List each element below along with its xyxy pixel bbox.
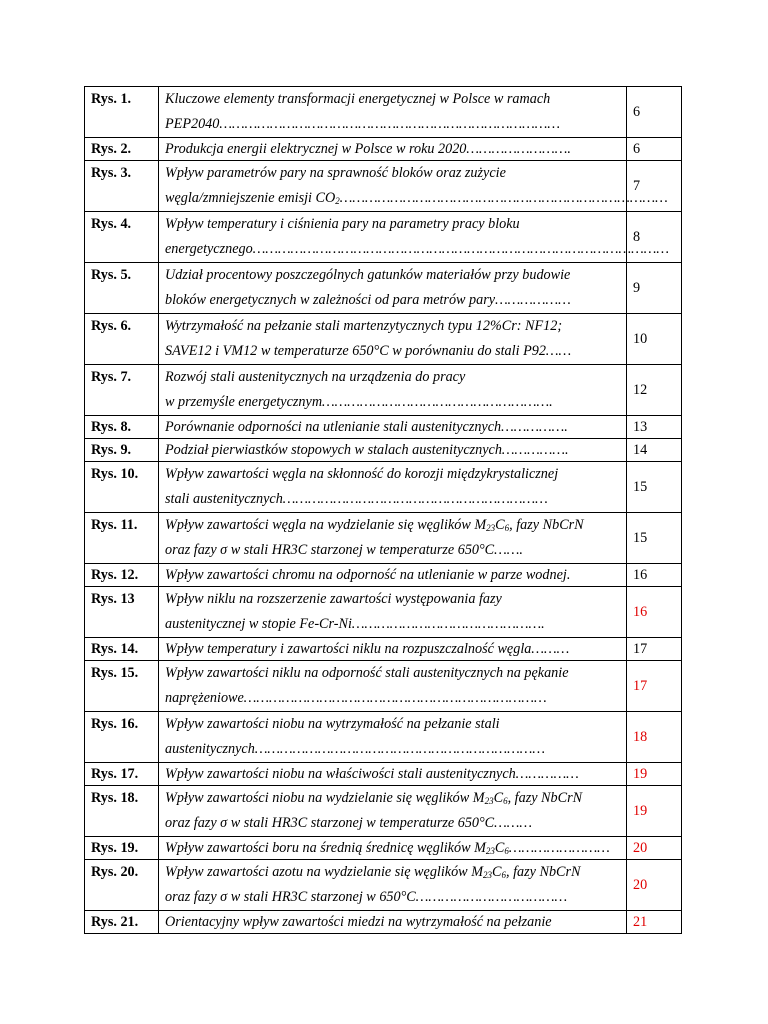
- figure-row: [85, 786, 682, 837]
- figure-title: [159, 161, 668, 212]
- page-number: 6: [627, 138, 682, 161]
- figure-title-line: Wpływ zawartości niobu na wytrzymałość na pełzanie stali: [165, 716, 500, 732]
- figure-row: [85, 314, 682, 365]
- figure-title-line: naprężeniowe………………………………………………………………: [165, 690, 547, 706]
- page-number: 16: [627, 587, 682, 638]
- page-number: 17: [627, 638, 682, 661]
- figure-row: [85, 564, 682, 587]
- figure-title-line: Wpływ zawartości węgla na skłonność do korozji międzykrystalicznej: [165, 466, 559, 482]
- figure-title-line: Wpływ niklu na rozszerzenie zawartości występowania fazy: [165, 591, 502, 607]
- page-number: 9: [627, 263, 682, 314]
- figure-title: [159, 911, 627, 934]
- figure-list-table: [84, 86, 682, 934]
- figure-title: [159, 837, 627, 860]
- page-number: 19: [627, 763, 682, 786]
- figure-title-line: Wpływ zawartości niobu na wydzielanie się węglików $M_{23}C_6$, fazy NbCrN: [165, 790, 583, 806]
- figure-title: [159, 212, 670, 263]
- figure-title: [159, 763, 627, 786]
- page-number: 20: [627, 860, 682, 911]
- page-number: 17: [627, 661, 682, 712]
- figure-title-line: w przemyśle energetycznym……………………………………………….: [165, 394, 553, 410]
- page-number: 19: [627, 786, 682, 837]
- figure-title-line: bloków energetycznych w zależności od para metrów pary………………: [165, 292, 571, 308]
- figure-title: [159, 564, 627, 587]
- page-number: 8: [627, 212, 682, 263]
- figure-title-line: SAVE12 i VM12 w temperaturze 650°C w porównaniu do stali P92……: [165, 343, 572, 359]
- figure-title-line: Wpływ zawartości boru na średnią średnicę węglików $M_{23}C_6\dots\dots\dots\dots\dots\dots\dots\dots$: [165, 840, 610, 856]
- figure-row: [85, 587, 682, 638]
- figure-row: [85, 87, 682, 138]
- page-number: 10: [627, 314, 682, 365]
- figure-row: [85, 439, 682, 462]
- figure-title: [159, 416, 627, 439]
- figure-title-line: Wpływ temperatury i zawartości niklu na rozpuszczalność węgla………: [165, 641, 570, 657]
- figure-label: Rys. 19.: [85, 837, 159, 860]
- figure-label: Rys. 1.: [85, 87, 159, 138]
- figure-title-line: energetycznego………………………………………………………………………………………: [165, 241, 670, 257]
- figure-title-line: stali austenitycznych………………………………………………………: [165, 491, 548, 507]
- figure-title: [159, 87, 627, 138]
- figure-title: [159, 638, 627, 661]
- figure-label: Rys. 21.: [85, 911, 159, 934]
- figure-label: Rys. 10.: [85, 462, 159, 513]
- figure-title-line: Rozwój stali austenitycznych na urządzenia do pracy: [165, 369, 466, 385]
- figure-row: [85, 837, 682, 860]
- page-number: 13: [627, 416, 682, 439]
- page-number: 21: [627, 911, 682, 934]
- figure-label: Rys. 16.: [85, 712, 159, 763]
- page-number: 6: [627, 87, 682, 138]
- figure-title-line: Wpływ zawartości węgla na wydzielanie się węglików $M_{23}C_6$, fazy NbCrN: [165, 517, 584, 533]
- figure-title-line: oraz fazy σ w stali HR3C starzonej w temperaturze 650°C………: [165, 815, 532, 831]
- figure-row: [85, 911, 682, 934]
- figure-title-line: Wpływ parametrów pary na sprawność bloków oraz zużycie: [165, 165, 506, 181]
- figure-title: [159, 365, 627, 416]
- figure-label: Rys. 6.: [85, 314, 159, 365]
- figure-title-line: Wpływ zawartości niobu na właściwości stali austenitycznych……………: [165, 766, 579, 782]
- figure-title: [159, 587, 627, 638]
- figure-title-line: Udział procentowy poszczególnych gatunków materiałów przy budowie: [165, 267, 571, 283]
- figure-title: [159, 661, 627, 712]
- figure-title-line: oraz fazy σ w stali HR3C starzonej w 650°C………………………………: [165, 889, 568, 905]
- figure-title-line: Porównanie odporności na utlenianie stali austenitycznych…………….: [165, 419, 568, 435]
- figure-row: [85, 365, 682, 416]
- figure-row: [85, 161, 682, 212]
- figure-title-line: Wpływ zawartości niklu na odporność stali austenitycznych na pękanie: [165, 665, 569, 681]
- figure-row: [85, 263, 682, 314]
- figure-title: [159, 314, 627, 365]
- figure-title-line: oraz fazy σ w stali HR3C starzonej w temperaturze 650°C…….: [165, 542, 523, 558]
- figure-title-line: Produkcja energii elektrycznej w Polsce w roku 2020…………………….: [165, 141, 571, 157]
- figure-label: Rys. 13: [85, 587, 159, 638]
- figure-title-line: Wpływ zawartości azotu na wydzielanie się węglików $M_{23}C_6$, fazy NbCrN: [165, 864, 581, 880]
- figure-title-line: Wpływ zawartości chromu na odporność na utlenianie w parze wodnej.: [165, 567, 571, 583]
- page-number: 15: [627, 462, 682, 513]
- figure-label: Rys. 14.: [85, 638, 159, 661]
- figure-title: [159, 439, 627, 462]
- page-number: 16: [627, 564, 682, 587]
- figure-title: [159, 786, 627, 837]
- figure-row: [85, 638, 682, 661]
- figure-title-line: Podział pierwiastków stopowych w stalach austenitycznych…………….: [165, 442, 569, 458]
- figure-row: [85, 763, 682, 786]
- figure-row: [85, 513, 682, 564]
- figure-label: Rys. 4.: [85, 212, 159, 263]
- figure-title-line: Wpływ temperatury i ciśnienia pary na parametry pracy bloku: [165, 216, 520, 232]
- figure-title-line: austenitycznych……………………………………………………………: [165, 741, 545, 757]
- figure-title-line: PEP2040………………………………………………………………………: [165, 116, 560, 132]
- figure-row: [85, 661, 682, 712]
- figure-title-line: Orientacyjny wpływ zawartości miedzi na wytrzymałość na pełzanie: [165, 914, 552, 930]
- figure-row: [85, 138, 682, 161]
- figure-title: [159, 712, 627, 763]
- page-number: 14: [627, 439, 682, 462]
- page-number: 12: [627, 365, 682, 416]
- figure-title-line: Kluczowe elementy transformacji energetycznej w Polsce w ramach: [165, 91, 551, 107]
- page-number: 15: [627, 513, 682, 564]
- figure-label: Rys. 20.: [85, 860, 159, 911]
- figure-title-line: austenitycznej w stopie Fe-Cr-Ni……………………………………….: [165, 616, 545, 632]
- figure-label: Rys. 2.: [85, 138, 159, 161]
- page-number: 18: [627, 712, 682, 763]
- figure-label: Rys. 9.: [85, 439, 159, 462]
- figure-title: [159, 263, 627, 314]
- figure-row: [85, 712, 682, 763]
- figure-label: Rys. 8.: [85, 416, 159, 439]
- figure-title: [159, 138, 627, 161]
- figure-label: Rys. 5.: [85, 263, 159, 314]
- figure-title: [159, 462, 627, 513]
- figure-title: [159, 860, 627, 911]
- figure-list-body: [85, 87, 682, 934]
- figure-label: Rys. 3.: [85, 161, 159, 212]
- page-number: 20: [627, 837, 682, 860]
- figure-label: Rys. 7.: [85, 365, 159, 416]
- figure-label: Rys. 15.: [85, 661, 159, 712]
- figure-row: [85, 860, 682, 911]
- figure-row: [85, 462, 682, 513]
- figure-label: Rys. 18.: [85, 786, 159, 837]
- figure-label: Rys. 11.: [85, 513, 159, 564]
- figure-row: [85, 212, 682, 263]
- figure-label: Rys. 17.: [85, 763, 159, 786]
- figure-title-line: węgla/zmniejszenie emisji $CO_2\dots\dots\dots\dots\dots\dots\dots\dots\dots\dots\dots\dots\dots\dots\dots\dots\dots\dots\dots\dots\dots\dots\dots\dots\dots\dots$: [165, 190, 668, 206]
- figure-row: [85, 416, 682, 439]
- page-number: 7: [627, 161, 682, 212]
- figure-title: [159, 513, 627, 564]
- figure-label: Rys. 12.: [85, 564, 159, 587]
- figure-title-line: Wytrzymałość na pełzanie stali martenzytycznych typu 12%Cr: NF12;: [165, 318, 563, 334]
